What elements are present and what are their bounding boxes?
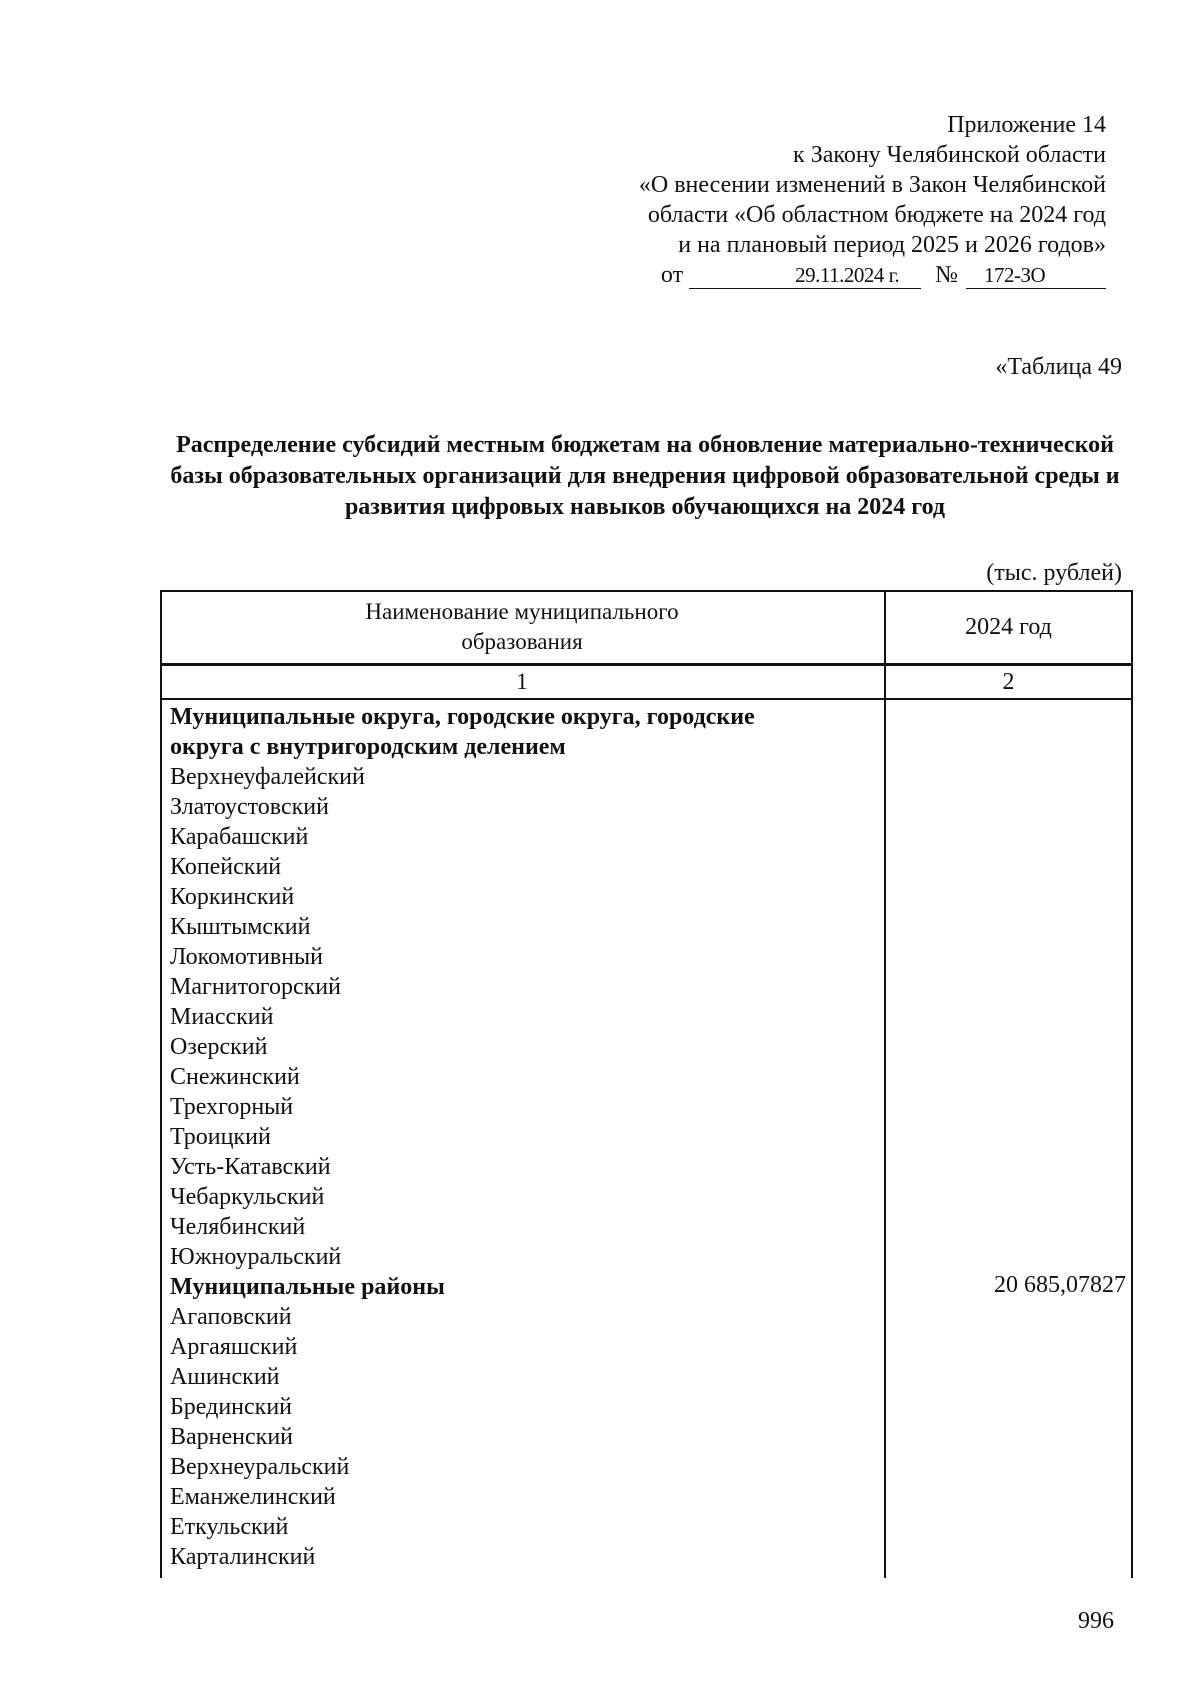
appendix-line-1: Приложение 14 — [947, 112, 1106, 138]
appendix-line-2: к Закону Челябинской области — [793, 142, 1106, 168]
table-row: Еткульский — [170, 1514, 289, 1540]
table-row: Миасский — [170, 1004, 274, 1030]
table-row: Троицкий — [170, 1124, 271, 1150]
table-column-divider — [884, 698, 886, 1578]
appendix-ref-line — [639, 260, 1106, 290]
table-right-border — [1131, 698, 1133, 1578]
table-row: Снежинский — [170, 1064, 300, 1090]
table-row: Челябинский — [170, 1214, 306, 1240]
appendix-header — [639, 110, 1106, 290]
table-row: Коркинский — [170, 884, 295, 910]
table-row: Ашинский — [170, 1364, 280, 1390]
units-label: (тыс. рублей) — [986, 560, 1122, 586]
document-title: Распределение субсидий местным бюджетам на обновление материально-технической базы образовательных организаций для внедрения цифровой образовательной среды и развития цифровых навыков обучающихся на 2024 год — [170, 432, 1120, 520]
group1-list — [170, 762, 870, 1272]
table-row: Карабашский — [170, 824, 309, 850]
chelyabinsk-value: 20 685,07827 — [994, 1272, 1126, 1298]
table-row: Чебаркульский — [170, 1184, 325, 1210]
appendix-line-3: «О внесении изменений в Закон Челябинской — [638, 172, 1106, 198]
law-date: 29.11.2024 г. — [689, 262, 921, 289]
table-row: Агаповский — [170, 1304, 292, 1330]
table-row: Еманжелинский — [170, 1484, 336, 1510]
table-number: «Таблица 49 — [995, 354, 1122, 380]
law-number: 172-ЗО — [966, 262, 1106, 289]
header-municipality: Наименование муниципального образования — [365, 599, 679, 654]
group-heading: Муниципальные округа, городские округа, городские округа с внутригородским делением — [170, 704, 755, 760]
table-left-border — [160, 698, 162, 1578]
table-row: Брединский — [170, 1394, 293, 1420]
table-row: Кыштымский — [170, 914, 311, 940]
column-number-1: 1 — [516, 669, 528, 694]
page-number: 996 — [1078, 1608, 1114, 1634]
table-row: Златоустовский — [170, 794, 329, 820]
group2-list — [170, 1302, 870, 1572]
column-number-2: 2 — [1002, 668, 1015, 695]
table-row: Усть-Катавский — [170, 1154, 331, 1180]
from-label: от — [660, 262, 684, 288]
table-row: Копейский — [170, 854, 282, 880]
table-row: Верхнеуральский — [170, 1454, 350, 1480]
table-row: Варненский — [170, 1424, 293, 1450]
table-row: Карталинский — [170, 1544, 316, 1570]
appendix-line-4: области «Об областном бюджете на 2024 год — [647, 202, 1106, 228]
table-row: Южноуральский — [170, 1244, 342, 1270]
header-year: 2024 год — [965, 613, 1052, 640]
subsidy-table — [160, 590, 1133, 1590]
table-row: Магнитогорский — [170, 974, 341, 1000]
table-body — [170, 702, 870, 1572]
table-row: Озерский — [170, 1034, 268, 1060]
table-row: Аргаяшский — [170, 1334, 298, 1360]
table-row: Локомотивный — [170, 944, 324, 970]
number-label: № — [935, 262, 958, 288]
group-heading: Муниципальные районы — [170, 1274, 445, 1300]
table-row: Трехгорный — [170, 1094, 294, 1120]
appendix-line-5: и на плановый период 2025 и 2026 годов» — [678, 232, 1106, 258]
table-row: Верхнеуфалейский — [170, 764, 365, 790]
